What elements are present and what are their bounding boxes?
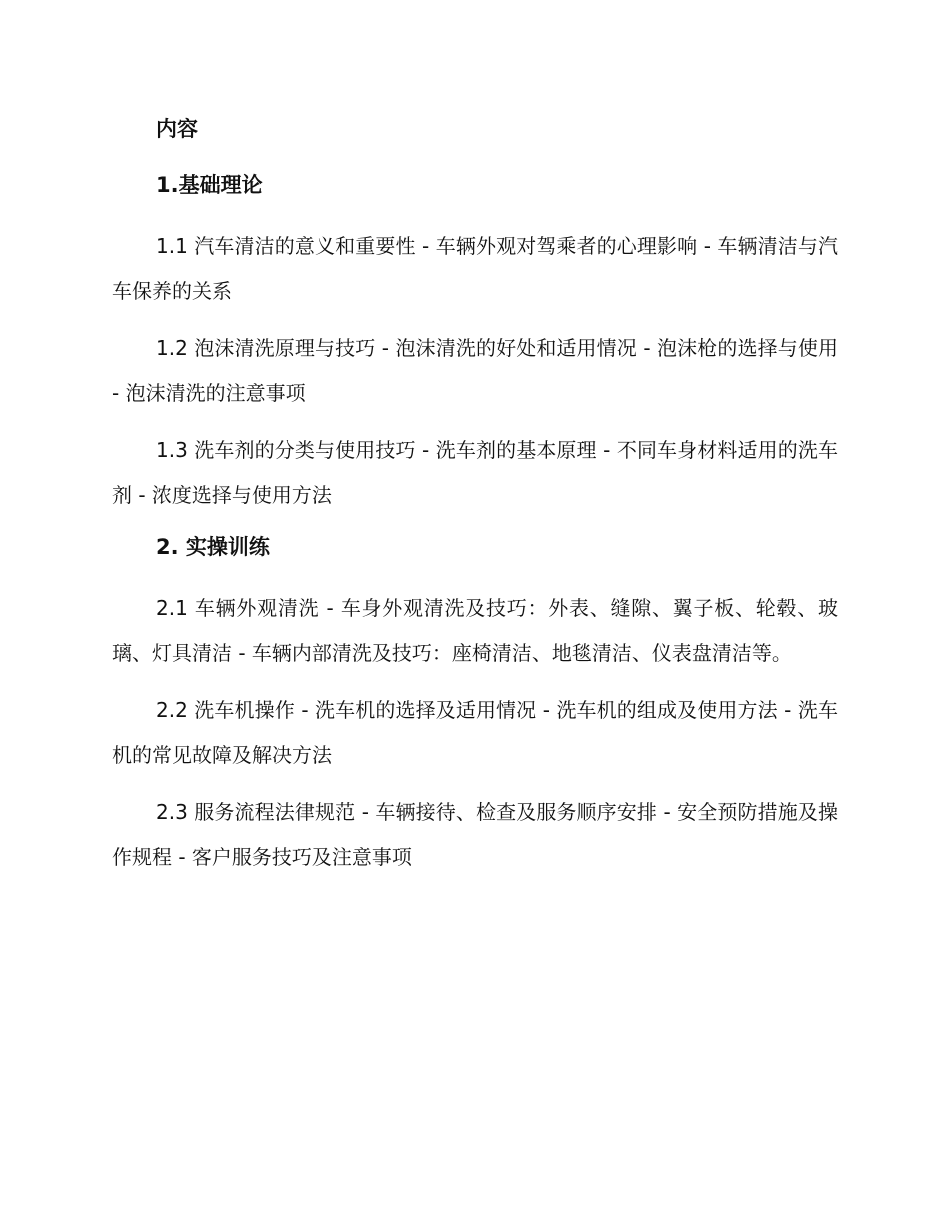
paragraph-1-2: 1.2 泡沫清洗原理与技巧 - 泡沫清洗的好处和适用情况 - 泡沫枪的选择与使用 - 泡沫清洗的注意事项 [112, 336, 838, 405]
paragraph-1-1: 1.1 汽车清洁的意义和重要性 - 车辆外观对驾乘者的心理影响 - 车辆清洁与汽车保养的关系 [112, 234, 838, 303]
paragraph-2-3: 2.3 服务流程法律规范 - 车辆接待、检查及服务顺序安排 - 安全预防措施及操作规程 - 客户服务技巧及注意事项 [112, 800, 838, 869]
paragraph-2-2: 2.2 洗车机操作 - 洗车机的选择及适用情况 - 洗车机的组成及使用方法 - 洗车机的常见故障及解决方法 [112, 698, 838, 767]
paragraph-2-1: 2.1 车辆外观清洗 - 车身外观清洗及技巧：外表、缝隙、翼子板、轮毂、玻璃、灯具清洁 - 车辆内部清洗及技巧：座椅清洁、地毯清洁、仪表盘清洁等。 [112, 596, 838, 665]
section-heading-2: 2. 实操训练 [156, 535, 270, 559]
document-title: 内容 [156, 117, 198, 141]
paragraph-1-3: 1.3 洗车剂的分类与使用技巧 - 洗车剂的基本原理 - 不同车身材料适用的洗车剂 - 浓度选择与使用方法 [112, 438, 838, 507]
section-heading-1: 1.基础理论 [156, 173, 263, 197]
